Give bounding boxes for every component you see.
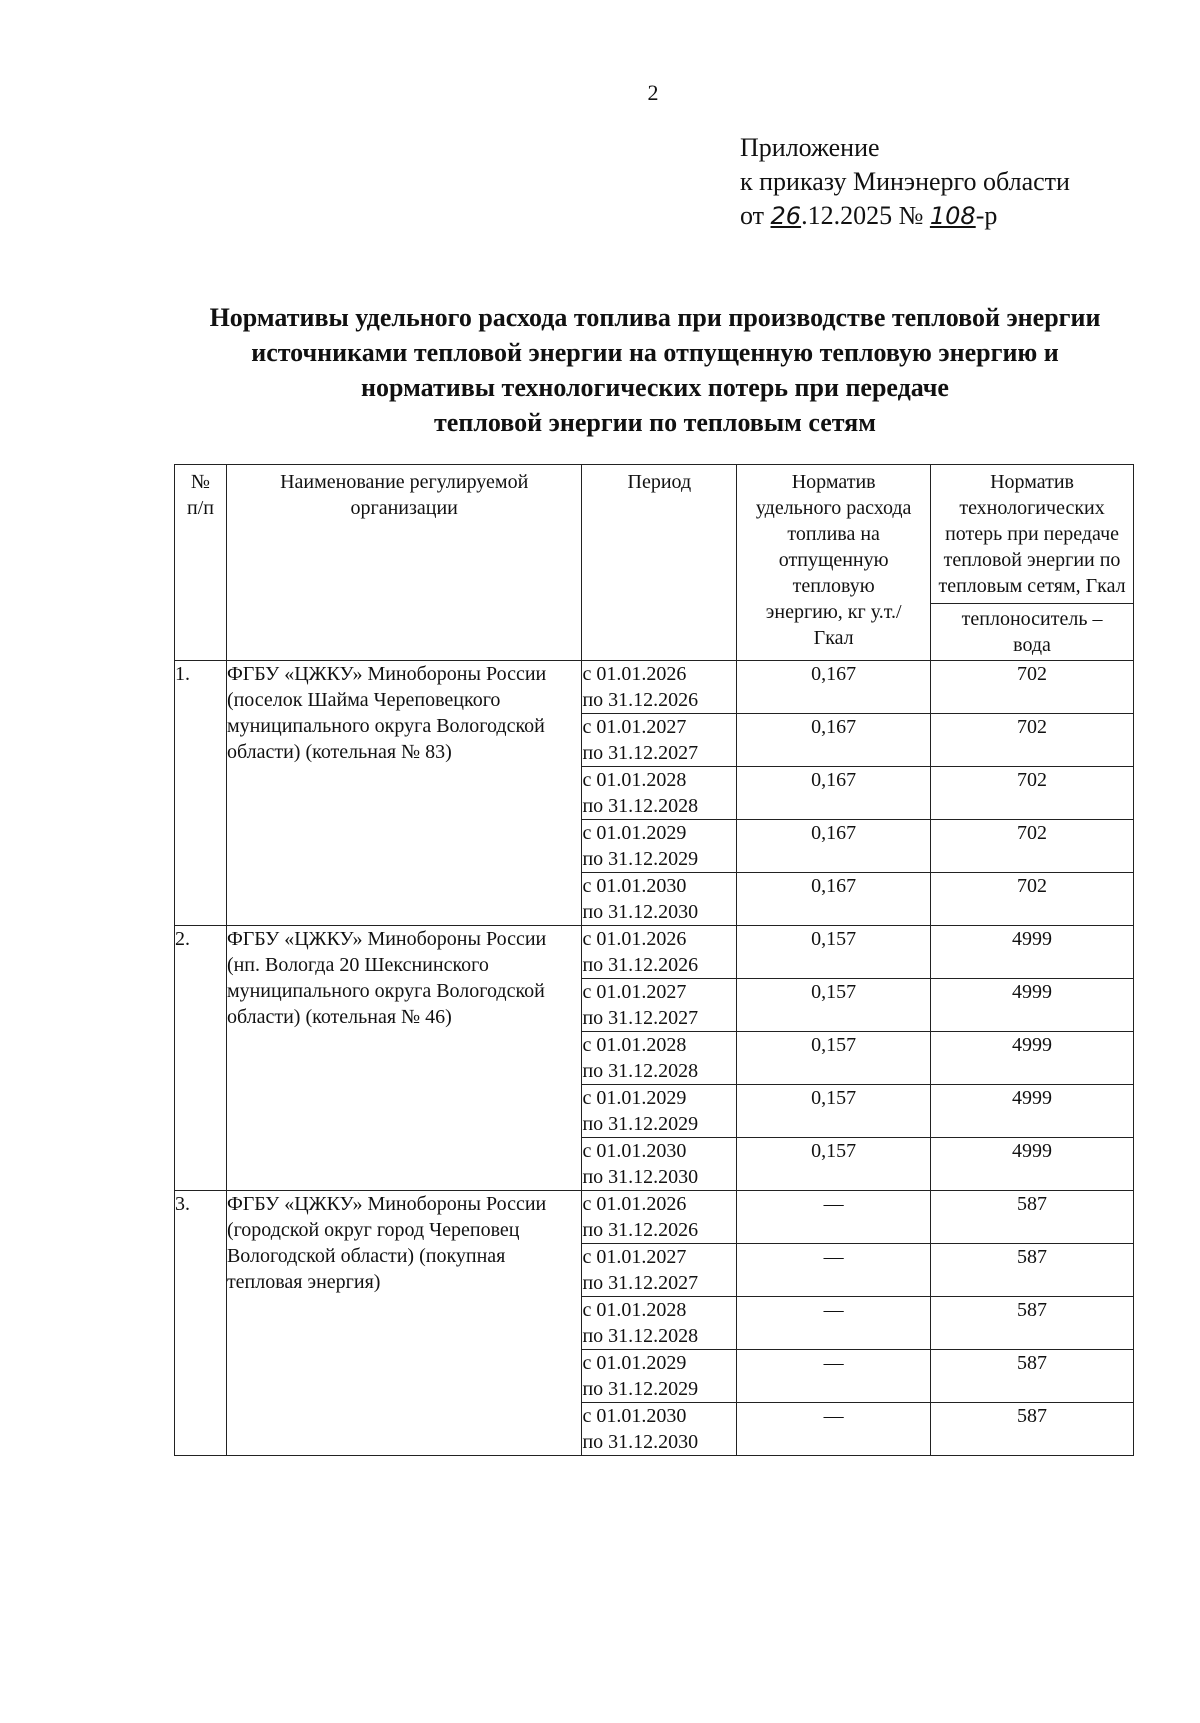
date-day-handwritten: 26 bbox=[770, 202, 802, 230]
period-from: с 01.01.2027 bbox=[582, 716, 687, 738]
period-to: по 31.12.2029 bbox=[582, 848, 699, 870]
fuel-norm-cell: 0,157 bbox=[737, 1032, 931, 1085]
period-to: по 31.12.2029 bbox=[582, 1378, 699, 1400]
loss-norm-cell: 587 bbox=[931, 1191, 1134, 1244]
period-cell bbox=[582, 1350, 737, 1403]
period-cell bbox=[582, 820, 737, 873]
loss-norm-cell: 702 bbox=[931, 714, 1134, 767]
period-cell bbox=[582, 926, 737, 979]
appendix-block bbox=[740, 131, 1070, 233]
period-from: с 01.01.2027 bbox=[582, 981, 687, 1003]
fuel-norm-cell: 0,167 bbox=[737, 820, 931, 873]
period-to: по 31.12.2030 bbox=[582, 1166, 699, 1188]
header-org: Наименование регулируемой организации bbox=[226, 465, 582, 661]
period-to: по 31.12.2028 bbox=[582, 795, 699, 817]
header-loss: Норматив технологических потерь при передаче тепловой энергии по тепловым сетям, Гкал bbox=[931, 465, 1134, 604]
loss-norm-cell: 587 bbox=[931, 1244, 1134, 1297]
period-cell bbox=[582, 873, 737, 926]
organization-name: ФГБУ «ЦЖКУ» Минобороны России (городской округ город Череповец Вологодской области) (покупная тепловая энергия) bbox=[226, 1191, 582, 1456]
table-header-row bbox=[175, 465, 1134, 604]
period-cell bbox=[582, 1138, 737, 1191]
order-number-handwritten: 108 bbox=[929, 202, 976, 230]
loss-norm-cell: 587 bbox=[931, 1297, 1134, 1350]
appendix-line1: Приложение bbox=[740, 133, 880, 162]
period-to: по 31.12.2027 bbox=[582, 742, 699, 764]
row-number: 3. bbox=[175, 1191, 227, 1456]
period-to: по 31.12.2026 bbox=[582, 954, 699, 976]
loss-norm-cell: 587 bbox=[931, 1350, 1134, 1403]
period-cell bbox=[582, 1244, 737, 1297]
period-cell bbox=[582, 979, 737, 1032]
norms-table bbox=[174, 464, 1134, 1456]
appendix-line2: к приказу Минэнерго области bbox=[740, 167, 1070, 196]
date-rest: .12.2025 № bbox=[801, 201, 930, 230]
loss-norm-cell: 4999 bbox=[931, 1085, 1134, 1138]
period-cell bbox=[582, 1085, 737, 1138]
period-from: с 01.01.2029 bbox=[582, 822, 687, 844]
page-number: 2 bbox=[647, 80, 659, 105]
period-cell bbox=[582, 767, 737, 820]
date-prefix: от bbox=[740, 201, 771, 230]
loss-norm-cell: 587 bbox=[931, 1403, 1134, 1456]
fuel-norm-cell: — bbox=[737, 1350, 931, 1403]
period-to: по 31.12.2028 bbox=[582, 1325, 699, 1347]
header-period: Период bbox=[582, 465, 737, 661]
period-to: по 31.12.2026 bbox=[582, 689, 699, 711]
loss-norm-cell: 702 bbox=[931, 767, 1134, 820]
period-cell bbox=[582, 1032, 737, 1085]
fuel-norm-cell: — bbox=[737, 1403, 931, 1456]
period-to: по 31.12.2028 bbox=[582, 1060, 699, 1082]
period-from: с 01.01.2030 bbox=[582, 1140, 687, 1162]
fuel-norm-cell: — bbox=[737, 1244, 931, 1297]
table-row bbox=[175, 661, 1134, 714]
fuel-norm-cell: 0,167 bbox=[737, 873, 931, 926]
fuel-norm-cell: 0,157 bbox=[737, 979, 931, 1032]
fuel-norm-cell: 0,167 bbox=[737, 714, 931, 767]
period-cell bbox=[582, 661, 737, 714]
organization-name: ФГБУ «ЦЖКУ» Минобороны России (поселок Шайма Череповецкого муниципального округа Вологодской области) (котельная № 83) bbox=[226, 661, 582, 926]
period-from: с 01.01.2026 bbox=[582, 1193, 687, 1215]
period-to: по 31.12.2027 bbox=[582, 1007, 699, 1029]
loss-norm-cell: 702 bbox=[931, 873, 1134, 926]
order-suffix: -р bbox=[975, 201, 998, 230]
row-number: 1. bbox=[175, 661, 227, 926]
period-from: с 01.01.2030 bbox=[582, 1405, 687, 1427]
period-from: с 01.01.2028 bbox=[582, 1299, 687, 1321]
fuel-norm-cell: — bbox=[737, 1191, 931, 1244]
header-fuel: Норматив удельного расхода топлива на отпущенную тепловую энергию, кг у.т./Гкал bbox=[737, 465, 931, 661]
period-from: с 01.01.2027 bbox=[582, 1246, 687, 1268]
loss-norm-cell: 4999 bbox=[931, 1138, 1134, 1191]
period-to: по 31.12.2030 bbox=[582, 901, 699, 923]
loss-norm-cell: 4999 bbox=[931, 1032, 1134, 1085]
title-line4: тепловой энергии по тепловым сетям bbox=[434, 408, 876, 437]
header-loss-sub: теплоноситель – вода bbox=[931, 604, 1134, 661]
period-cell bbox=[582, 714, 737, 767]
period-to: по 31.12.2027 bbox=[582, 1272, 699, 1294]
table-row bbox=[175, 1191, 1134, 1244]
period-cell bbox=[582, 1403, 737, 1456]
organization-name: ФГБУ «ЦЖКУ» Минобороны России (нп. Вологда 20 Шекснинского муниципального округа Вологодской области) (котельная № 46) bbox=[226, 926, 582, 1191]
loss-norm-cell: 4999 bbox=[931, 926, 1134, 979]
loss-norm-cell: 702 bbox=[931, 661, 1134, 714]
title-line3: нормативы технологических потерь при передаче bbox=[361, 373, 949, 402]
period-from: с 01.01.2028 bbox=[582, 1034, 687, 1056]
period-to: по 31.12.2026 bbox=[582, 1219, 699, 1241]
header-num: № п/п bbox=[175, 465, 227, 661]
fuel-norm-cell: 0,167 bbox=[737, 767, 931, 820]
period-cell bbox=[582, 1297, 737, 1350]
table-body bbox=[175, 661, 1134, 1456]
appendix-date-line bbox=[740, 199, 1070, 233]
period-from: с 01.01.2030 bbox=[582, 875, 687, 897]
title-line2: источниками тепловой энергии на отпущенную тепловую энергию и bbox=[251, 338, 1059, 367]
fuel-norm-cell: 0,167 bbox=[737, 661, 931, 714]
period-to: по 31.12.2029 bbox=[582, 1113, 699, 1135]
row-number: 2. bbox=[175, 926, 227, 1191]
fuel-norm-cell: 0,157 bbox=[737, 926, 931, 979]
period-from: с 01.01.2028 bbox=[582, 769, 687, 791]
table-row bbox=[175, 926, 1134, 979]
fuel-norm-cell: 0,157 bbox=[737, 1085, 931, 1138]
title-line1: Нормативы удельного расхода топлива при производстве тепловой энергии bbox=[209, 303, 1101, 332]
period-to: по 31.12.2030 bbox=[582, 1431, 699, 1453]
period-cell bbox=[582, 1191, 737, 1244]
period-from: с 01.01.2029 bbox=[582, 1352, 687, 1374]
document-title bbox=[130, 300, 1180, 440]
fuel-norm-cell: — bbox=[737, 1297, 931, 1350]
period-from: с 01.01.2026 bbox=[582, 928, 687, 950]
period-from: с 01.01.2026 bbox=[582, 663, 687, 685]
loss-norm-cell: 702 bbox=[931, 820, 1134, 873]
loss-norm-cell: 4999 bbox=[931, 979, 1134, 1032]
period-from: с 01.01.2029 bbox=[582, 1087, 687, 1109]
fuel-norm-cell: 0,157 bbox=[737, 1138, 931, 1191]
